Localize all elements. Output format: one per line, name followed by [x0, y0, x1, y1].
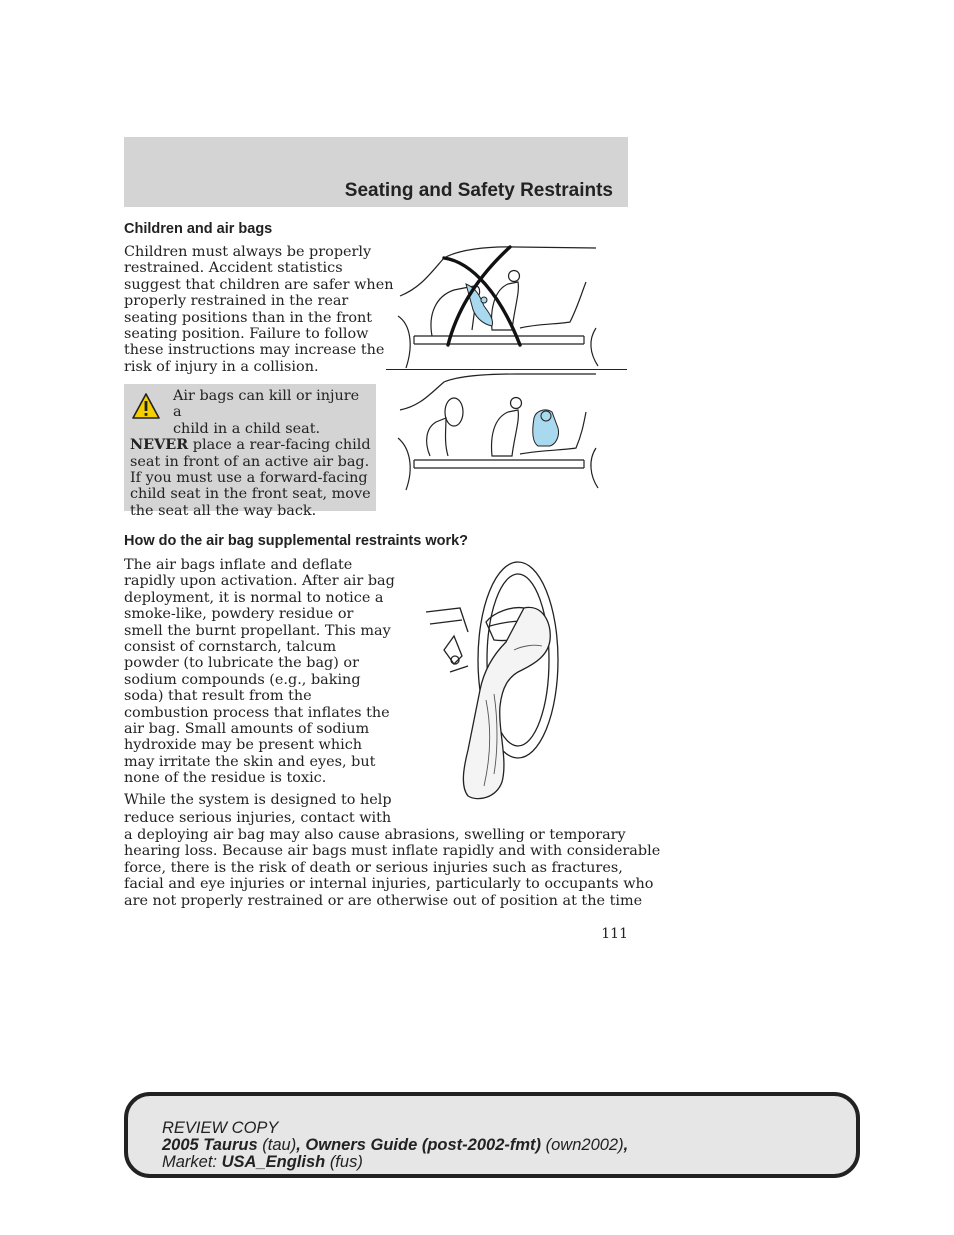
text-line: air bag. Small amounts of sodium — [124, 721, 370, 738]
warning-line-1: Air bags can kill or injure a — [173, 388, 360, 421]
children-paragraph — [124, 244, 394, 375]
warning-rest: place a rear-facing child seat in front of an active air bag. If you must use a forward-facing child seat in the front seat, move the seat all the way back. — [130, 437, 371, 519]
steering-wheel-airbag-illustration — [424, 560, 566, 804]
section-heading-how-airbags-work: How do the air bag supplemental restraints work? — [124, 533, 469, 549]
text-line: suggest that children are safer when — [124, 276, 394, 293]
text-line: seating position. Failure to follow — [124, 326, 369, 343]
text-line: soda) that result from the — [124, 688, 312, 705]
page-title: Seating and Safety Restraints — [344, 180, 613, 201]
text-line: may irritate the skin and eyes, but — [124, 753, 376, 770]
warning-text — [130, 388, 372, 519]
text-line: smell the burnt propellant. This may — [124, 622, 391, 639]
text-line: hydroxide may be present which — [124, 737, 363, 754]
text-line: sodium compounds (e.g., baking — [124, 671, 361, 688]
text-line: force, there is the risk of death or serious injuries such as fractures, — [124, 859, 623, 876]
text-line: combustion process that inflates the — [124, 704, 390, 721]
section-heading-children: Children and air bags — [124, 221, 273, 237]
text-line: hearing loss. Because air bags must inflate rapidly and with considerable — [124, 843, 661, 860]
illustration-divider — [386, 369, 627, 370]
airbag-paragraph-1 — [124, 557, 395, 787]
text-line: Children must always be properly — [124, 244, 372, 260]
footer-model: 2005 Taurus — [162, 1136, 258, 1154]
airbag-paragraph-2-narrow — [124, 791, 392, 827]
text-line: deployment, it is normal to notice a — [124, 589, 384, 606]
footer-text — [162, 1120, 628, 1171]
text-line: rapidly upon activation. After air bag — [124, 573, 395, 590]
header-band — [124, 137, 628, 207]
footer-guide-code: (own2002) — [545, 1136, 624, 1154]
text-line: While the system is designed to help — [124, 792, 392, 808]
footer-market-label: Market: — [162, 1153, 218, 1171]
footer-market-code: (fus) — [329, 1153, 363, 1171]
airbag-paragraph-2-wide — [124, 827, 660, 909]
text-line: restrained. Accident statistics — [124, 260, 343, 277]
warning-line-2: child in a child seat. — [173, 420, 321, 437]
text-line: these instructions may increase the — [124, 342, 385, 359]
review-copy-label: REVIEW COPY — [162, 1119, 279, 1137]
text-line: risk of injury in a collision. — [124, 358, 319, 375]
text-line: powder (to lubricate the bag) or — [124, 655, 359, 672]
text-line: none of the residue is toxic. — [124, 770, 327, 787]
text-line: properly restrained in the rear — [124, 293, 349, 310]
text-line: a deploying air bag may also cause abrasions, swelling or temporary — [124, 827, 626, 843]
text-line: consist of cornstarch, talcum — [124, 639, 337, 656]
car-forward-facing-seat-illustration — [396, 372, 602, 492]
footer-market: USA_English — [221, 1153, 326, 1171]
text-line: facial and eye injuries or internal injuries, particularly to occupants who — [124, 876, 654, 893]
footer-review-box — [124, 1092, 860, 1178]
text-line: The air bags inflate and deflate — [124, 557, 353, 573]
footer-guide: , Owners Guide (post-2002-fmt) — [296, 1136, 542, 1154]
page-number: 111 — [601, 926, 628, 942]
car-rear-facing-seat-illustration — [396, 244, 602, 370]
text-line: smoke-like, powdery residue or — [124, 606, 354, 623]
footer-model-code: (tau) — [262, 1136, 297, 1154]
text-line: reduce serious injuries, contact with — [124, 810, 392, 826]
warning-box — [124, 384, 376, 519]
text-line: seating positions than in the front — [124, 309, 373, 326]
footer-comma: , — [623, 1136, 629, 1154]
text-line: are not properly restrained or are otherwise out of position at the time — [124, 892, 643, 909]
warning-never: NEVER — [130, 436, 189, 454]
